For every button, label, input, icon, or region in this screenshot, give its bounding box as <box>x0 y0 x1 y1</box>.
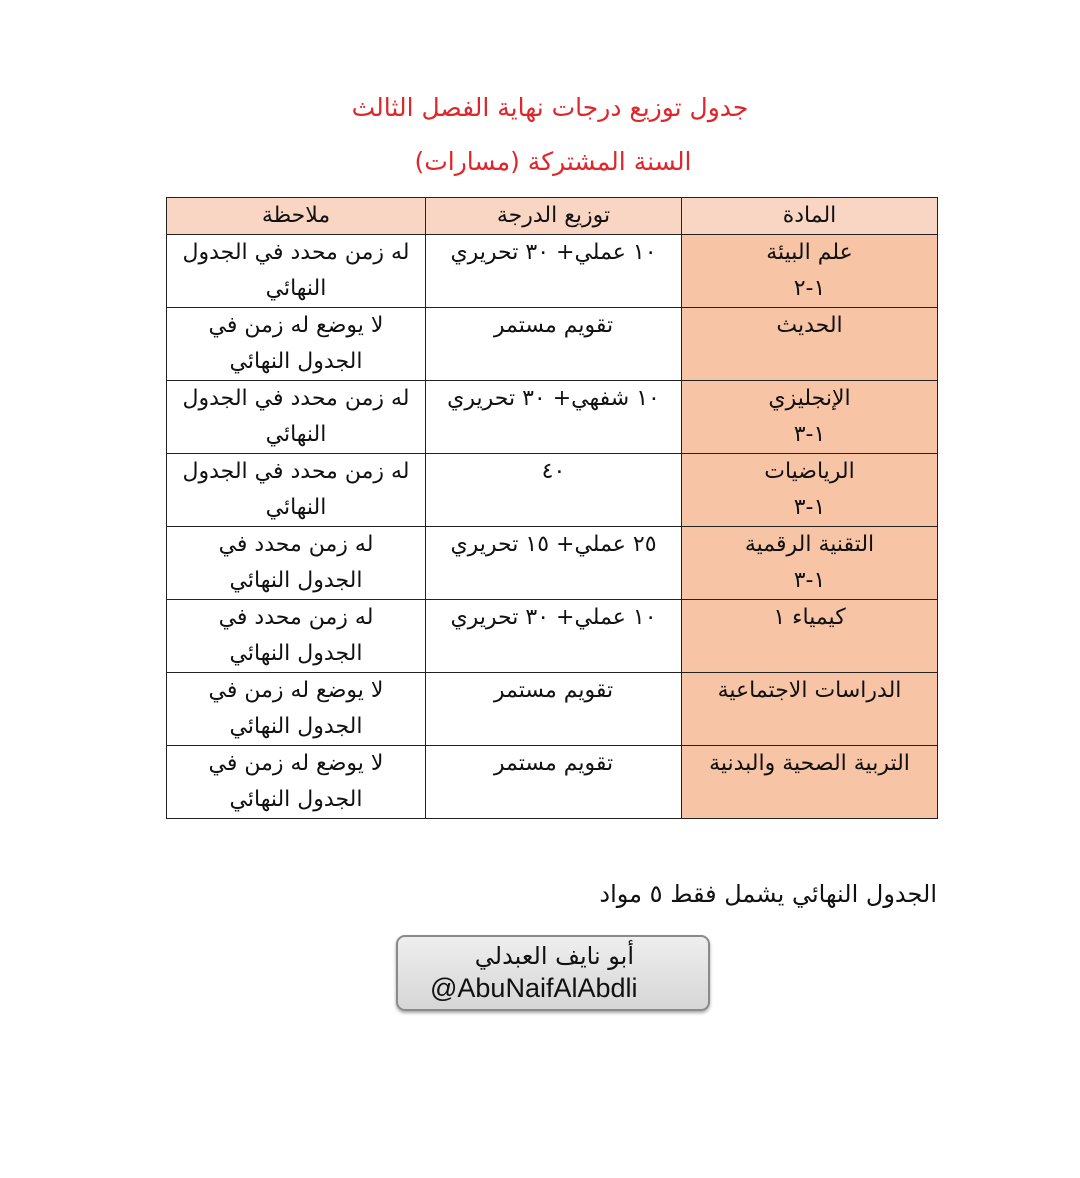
note-line: الجدول النهائي <box>229 641 363 666</box>
table-row <box>167 308 938 381</box>
distribution-cell: ١٠ عملي+ ٣٠ تحريري <box>426 600 682 673</box>
note-line: النهائي <box>265 276 327 301</box>
subject-level: ١-٣ <box>793 495 826 520</box>
note-line: النهائي <box>265 422 327 447</box>
note-line: لا يوضع له زمن في <box>208 678 384 703</box>
subject-cell <box>682 308 938 381</box>
subject-cell <box>682 454 938 527</box>
table-row <box>167 454 938 527</box>
subject-name: علم البيئة <box>766 240 853 265</box>
header-subject: المادة <box>682 198 938 235</box>
signature-name: أبو نايف العبدلي <box>474 942 634 970</box>
subject-cell <box>682 381 938 454</box>
distribution-cell: تقويم مستمر <box>426 746 682 819</box>
note-line: له زمن محدد في الجدول <box>182 240 410 265</box>
note-line: الجدول النهائي <box>229 714 363 739</box>
note-line: النهائي <box>265 495 327 520</box>
header-note: ملاحظة <box>167 198 426 235</box>
subject-level: ١-٣ <box>793 422 826 447</box>
note-cell <box>167 381 426 454</box>
subject-cell <box>682 235 938 308</box>
note-cell <box>167 600 426 673</box>
signature-handle: @AbuNaifAlAbdli <box>430 973 638 1003</box>
table-row <box>167 381 938 454</box>
note-line: الجدول النهائي <box>229 787 363 812</box>
subject-name: التربية الصحية والبدنية <box>709 751 910 776</box>
header-distribution: توزيع الدرجة <box>426 198 682 235</box>
subject-name: الإنجليزي <box>768 386 851 411</box>
note-cell <box>167 308 426 381</box>
note-cell <box>167 527 426 600</box>
distribution-cell: تقويم مستمر <box>426 673 682 746</box>
page-subtitle: السنة المشتركة (مسارات) <box>414 147 692 176</box>
note-cell <box>167 235 426 308</box>
grades-table <box>166 197 938 819</box>
note-cell <box>167 746 426 819</box>
note-line: الجدول النهائي <box>229 568 363 593</box>
table-row <box>167 600 938 673</box>
signature-badge <box>396 935 710 1011</box>
subject-name: الدراسات الاجتماعية <box>717 678 902 703</box>
subject-name: الرياضيات <box>764 459 855 484</box>
distribution-cell: ٤٠ <box>426 454 682 527</box>
note-line: لا يوضع له زمن في <box>208 313 384 338</box>
subject-name: التقنية الرقمية <box>744 532 875 557</box>
note-cell <box>167 673 426 746</box>
subject-cell <box>682 746 938 819</box>
table-row <box>167 746 938 819</box>
distribution-cell: ٢٥ عملي+ ١٥ تحريري <box>426 527 682 600</box>
note-line: لا يوضع له زمن في <box>208 751 384 776</box>
note-cell <box>167 454 426 527</box>
table-row <box>167 673 938 746</box>
subject-level: ١-٢ <box>793 276 826 301</box>
note-line: الجدول النهائي <box>229 349 363 374</box>
subject-name: الحديث <box>776 313 843 338</box>
page-title: جدول توزيع درجات نهاية الفصل الثالث <box>351 93 749 122</box>
table-row <box>167 235 938 308</box>
subject-cell <box>682 673 938 746</box>
subject-level: ١-٣ <box>793 568 826 593</box>
subject-cell <box>682 600 938 673</box>
note-line: له زمن محدد في الجدول <box>182 459 410 484</box>
distribution-cell: ١٠ عملي+ ٣٠ تحريري <box>426 235 682 308</box>
distribution-cell: تقويم مستمر <box>426 308 682 381</box>
distribution-cell: ١٠ شفهي+ ٣٠ تحريري <box>426 381 682 454</box>
subject-cell <box>682 527 938 600</box>
note-line: له زمن محدد في <box>218 532 374 557</box>
note-line: له زمن محدد في <box>218 605 374 630</box>
table-header-row <box>167 198 938 235</box>
footnote: الجدول النهائي يشمل فقط ٥ مواد <box>599 880 937 908</box>
table-row <box>167 527 938 600</box>
subject-name: كيمياء ١ <box>773 605 846 630</box>
note-line: له زمن محدد في الجدول <box>182 386 410 411</box>
